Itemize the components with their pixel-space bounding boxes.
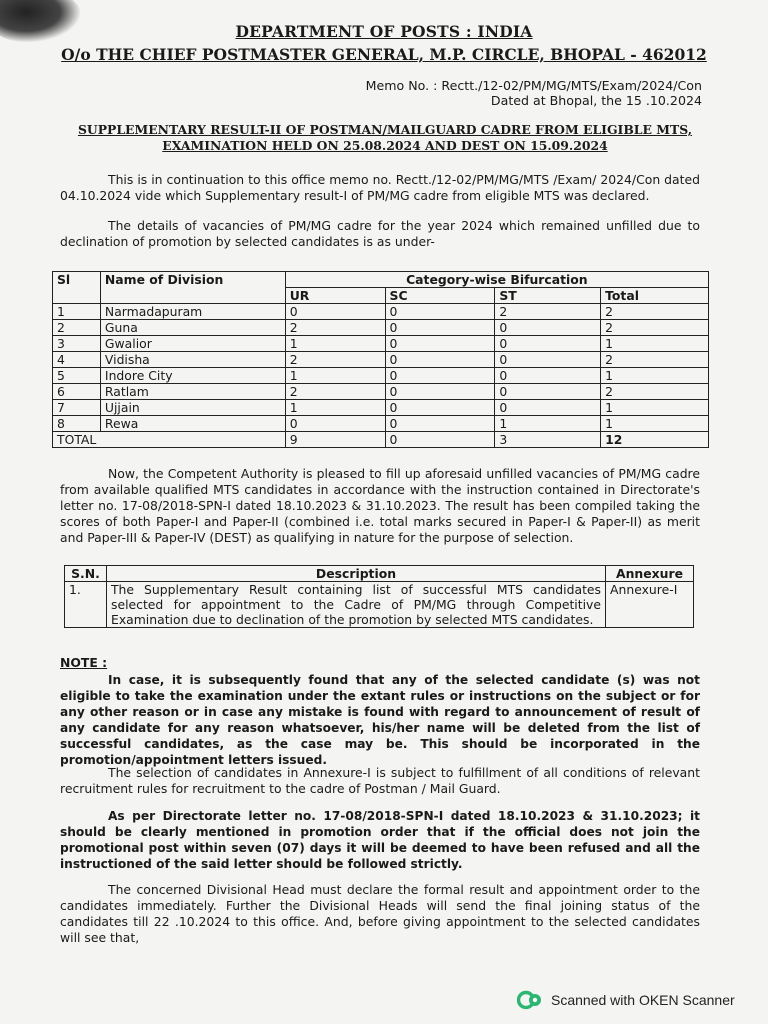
paragraph-vacancy-intro: The details of vacancies of PM/MG cadre for the year 2024 which remained unfilled due to declination of promotion by selected candidates is as under- xyxy=(60,218,700,249)
cell-sc: 0 xyxy=(385,304,495,320)
cell-st: 0 xyxy=(495,368,601,384)
cell-st: 0 xyxy=(495,336,601,352)
col-total: Total xyxy=(601,288,709,304)
cell-sl: 3 xyxy=(53,336,101,352)
cell-st: 1 xyxy=(495,416,601,432)
scanner-watermark xyxy=(517,990,735,1010)
annexure-header-row xyxy=(65,566,694,582)
oken-scanner-icon xyxy=(517,990,543,1010)
subject-line-1: SUPPLEMENTARY RESULT-II OF POSTMAN/MAILGUARD CADRE FROM ELIGIBLE MTS, xyxy=(77,122,693,137)
col-annexure: Annexure xyxy=(606,566,694,582)
note-label: NOTE : xyxy=(60,655,108,670)
cell-annexure: Annexure-I xyxy=(606,582,694,628)
cell-total: 2 xyxy=(601,352,709,368)
col-st: ST xyxy=(495,288,601,304)
total-ur: 9 xyxy=(285,432,385,448)
cell-sl: 2 xyxy=(53,320,101,336)
vacancy-table xyxy=(52,271,709,448)
memo-date: Dated at Bhopal, the 15 .10.2024 xyxy=(490,93,702,108)
cell-sc: 0 xyxy=(385,416,495,432)
cell-ur: 2 xyxy=(285,320,385,336)
cell-division: Gwalior xyxy=(100,336,285,352)
paragraph-selection-conditions: The selection of candidates in Annexure-I is subject to fulfillment of all conditions of relevant recruitment rules for recruitment to the cadre of Postman / Mail Guard. xyxy=(60,765,700,796)
cell-total: 2 xyxy=(601,320,709,336)
annexure-row xyxy=(65,582,694,628)
total-st: 3 xyxy=(495,432,601,448)
col-description: Description xyxy=(106,566,605,582)
cell-division: Guna xyxy=(100,320,285,336)
cell-division: Narmadapuram xyxy=(100,304,285,320)
col-sl: Sl xyxy=(53,272,101,304)
vacancy-row xyxy=(53,320,709,336)
note-text: In case, it is subsequently found that any of the selected candidate (s) was not eligible to take the examination under the extant rules or instructions on the subject or for any other reason or in case any mistake is found with regard to announcement of result of any candidate for any reason whatsoever, his/her name will be deleted from the list of successful candidates, as the case may be. This should be incorporated in the promotion/appointment letters issued. xyxy=(60,673,700,767)
cell-sc: 0 xyxy=(385,320,495,336)
cell-sc: 0 xyxy=(385,352,495,368)
memo-block xyxy=(366,78,702,108)
cell-division: Ratlam xyxy=(100,384,285,400)
memo-number: Memo No. : Rectt./12-02/PM/MG/MTS/Exam/2024/Con xyxy=(365,78,702,93)
col-sn: S.N. xyxy=(65,566,107,582)
cell-division: Vidisha xyxy=(100,352,285,368)
cell-sc: 0 xyxy=(385,368,495,384)
cell-ur: 2 xyxy=(285,352,385,368)
cell-ur: 0 xyxy=(285,304,385,320)
cell-st: 0 xyxy=(495,384,601,400)
vacancy-header-row xyxy=(53,272,709,288)
vacancy-row xyxy=(53,384,709,400)
cell-total: 1 xyxy=(601,400,709,416)
col-ur: UR xyxy=(285,288,385,304)
cell-sc: 0 xyxy=(385,384,495,400)
vacancy-row xyxy=(53,352,709,368)
vacancy-row xyxy=(53,400,709,416)
cell-st: 0 xyxy=(495,320,601,336)
paragraph-directorate-letter: As per Directorate letter no. 17-08/2018-SPN-I dated 18.10.2023 & 31.10.2023; it should be clearly mentioned in promotion order that if the official does not join the promotional post within seven (07) days it will be deemed to have been refused and all the instructioned of the said letter should be followed strictly. xyxy=(60,809,700,871)
subject-line-2: EXAMINATION HELD ON 25.08.2024 AND DEST ON 15.09.2024 xyxy=(162,138,608,153)
cell-ur: 1 xyxy=(285,368,385,384)
cell-description: The Supplementary Result containing list of successful MTS candidates selected for appointment to the Cadre of PM/MG through Competitive Examination due to declination of the promotion by selected MTS candidates. xyxy=(106,582,605,628)
cell-total: 1 xyxy=(601,416,709,432)
cell-sc: 0 xyxy=(385,400,495,416)
cell-total: 2 xyxy=(601,304,709,320)
total-sc: 0 xyxy=(385,432,495,448)
cell-sl: 5 xyxy=(53,368,101,384)
cell-st: 0 xyxy=(495,400,601,416)
total-label: TOTAL xyxy=(53,432,286,448)
paragraph-competent-authority: Now, the Competent Authority is pleased to fill up aforesaid unfilled vacancies of PM/MG cadre from available qualified MTS candidates in accordance with the instruction contained in Directorate's letter no. 17-08/2018-SPN-I dated 18.10.2023 & 31.10.2023. The result has been compiled taking the scores of both Paper-I and Paper-II (combined i.e. total marks secured in Paper-I & Paper-II) as merit and Paper-III & Paper-IV (DEST) as qualifying in nature for the purpose of selection. xyxy=(60,466,700,545)
department-title: DEPARTMENT OF POSTS : INDIA xyxy=(235,22,533,41)
vacancy-row xyxy=(53,336,709,352)
vacancy-row xyxy=(53,416,709,432)
cell-division: Indore City xyxy=(100,368,285,384)
cell-sl: 6 xyxy=(53,384,101,400)
cell-sl: 1 xyxy=(53,304,101,320)
subject-heading xyxy=(60,122,710,154)
cell-st: 2 xyxy=(495,304,601,320)
cell-sl: 7 xyxy=(53,400,101,416)
cell-ur: 0 xyxy=(285,416,385,432)
cell-ur: 2 xyxy=(285,384,385,400)
office-title: O/o THE CHIEF POSTMASTER GENERAL, M.P. CIRCLE, BHOPAL - 462012 xyxy=(61,45,707,64)
cell-ur: 1 xyxy=(285,400,385,416)
cell-sl: 8 xyxy=(53,416,101,432)
cell-division: Rewa xyxy=(100,416,285,432)
col-sc: SC xyxy=(385,288,495,304)
col-division: Name of Division xyxy=(100,272,285,304)
cell-sl: 4 xyxy=(53,352,101,368)
vacancy-total-row xyxy=(53,432,709,448)
cell-sn: 1. xyxy=(65,582,107,628)
paragraph-continuation: This is in continuation to this office memo no. Rectt./12-02/PM/MG/MTS /Exam/ 2024/Con dated 04.10.2024 vide which Supplementary result-I of PM/MG cadre from eligible MTS was declared. xyxy=(60,172,700,203)
cell-total: 1 xyxy=(601,336,709,352)
total-total: 12 xyxy=(601,432,709,448)
vacancy-row xyxy=(53,368,709,384)
cell-st: 0 xyxy=(495,352,601,368)
scanner-text: Scanned with OKEN Scanner xyxy=(551,992,735,1008)
annexure-table xyxy=(64,565,694,628)
cell-total: 2 xyxy=(601,384,709,400)
cell-total: 1 xyxy=(601,368,709,384)
paragraph-divisional-head: The concerned Divisional Head must declare the formal result and appointment order to the candidates immediately. Further the Divisional Heads will send the final joining status of the candidates till 22 .10.2024 to this office. And, before giving appointment to the selected candidates will see that, xyxy=(60,882,700,945)
cell-sc: 0 xyxy=(385,336,495,352)
vacancy-row xyxy=(53,304,709,320)
cell-division: Ujjain xyxy=(100,400,285,416)
col-category: Category-wise Bifurcation xyxy=(285,272,708,288)
cell-ur: 1 xyxy=(285,336,385,352)
